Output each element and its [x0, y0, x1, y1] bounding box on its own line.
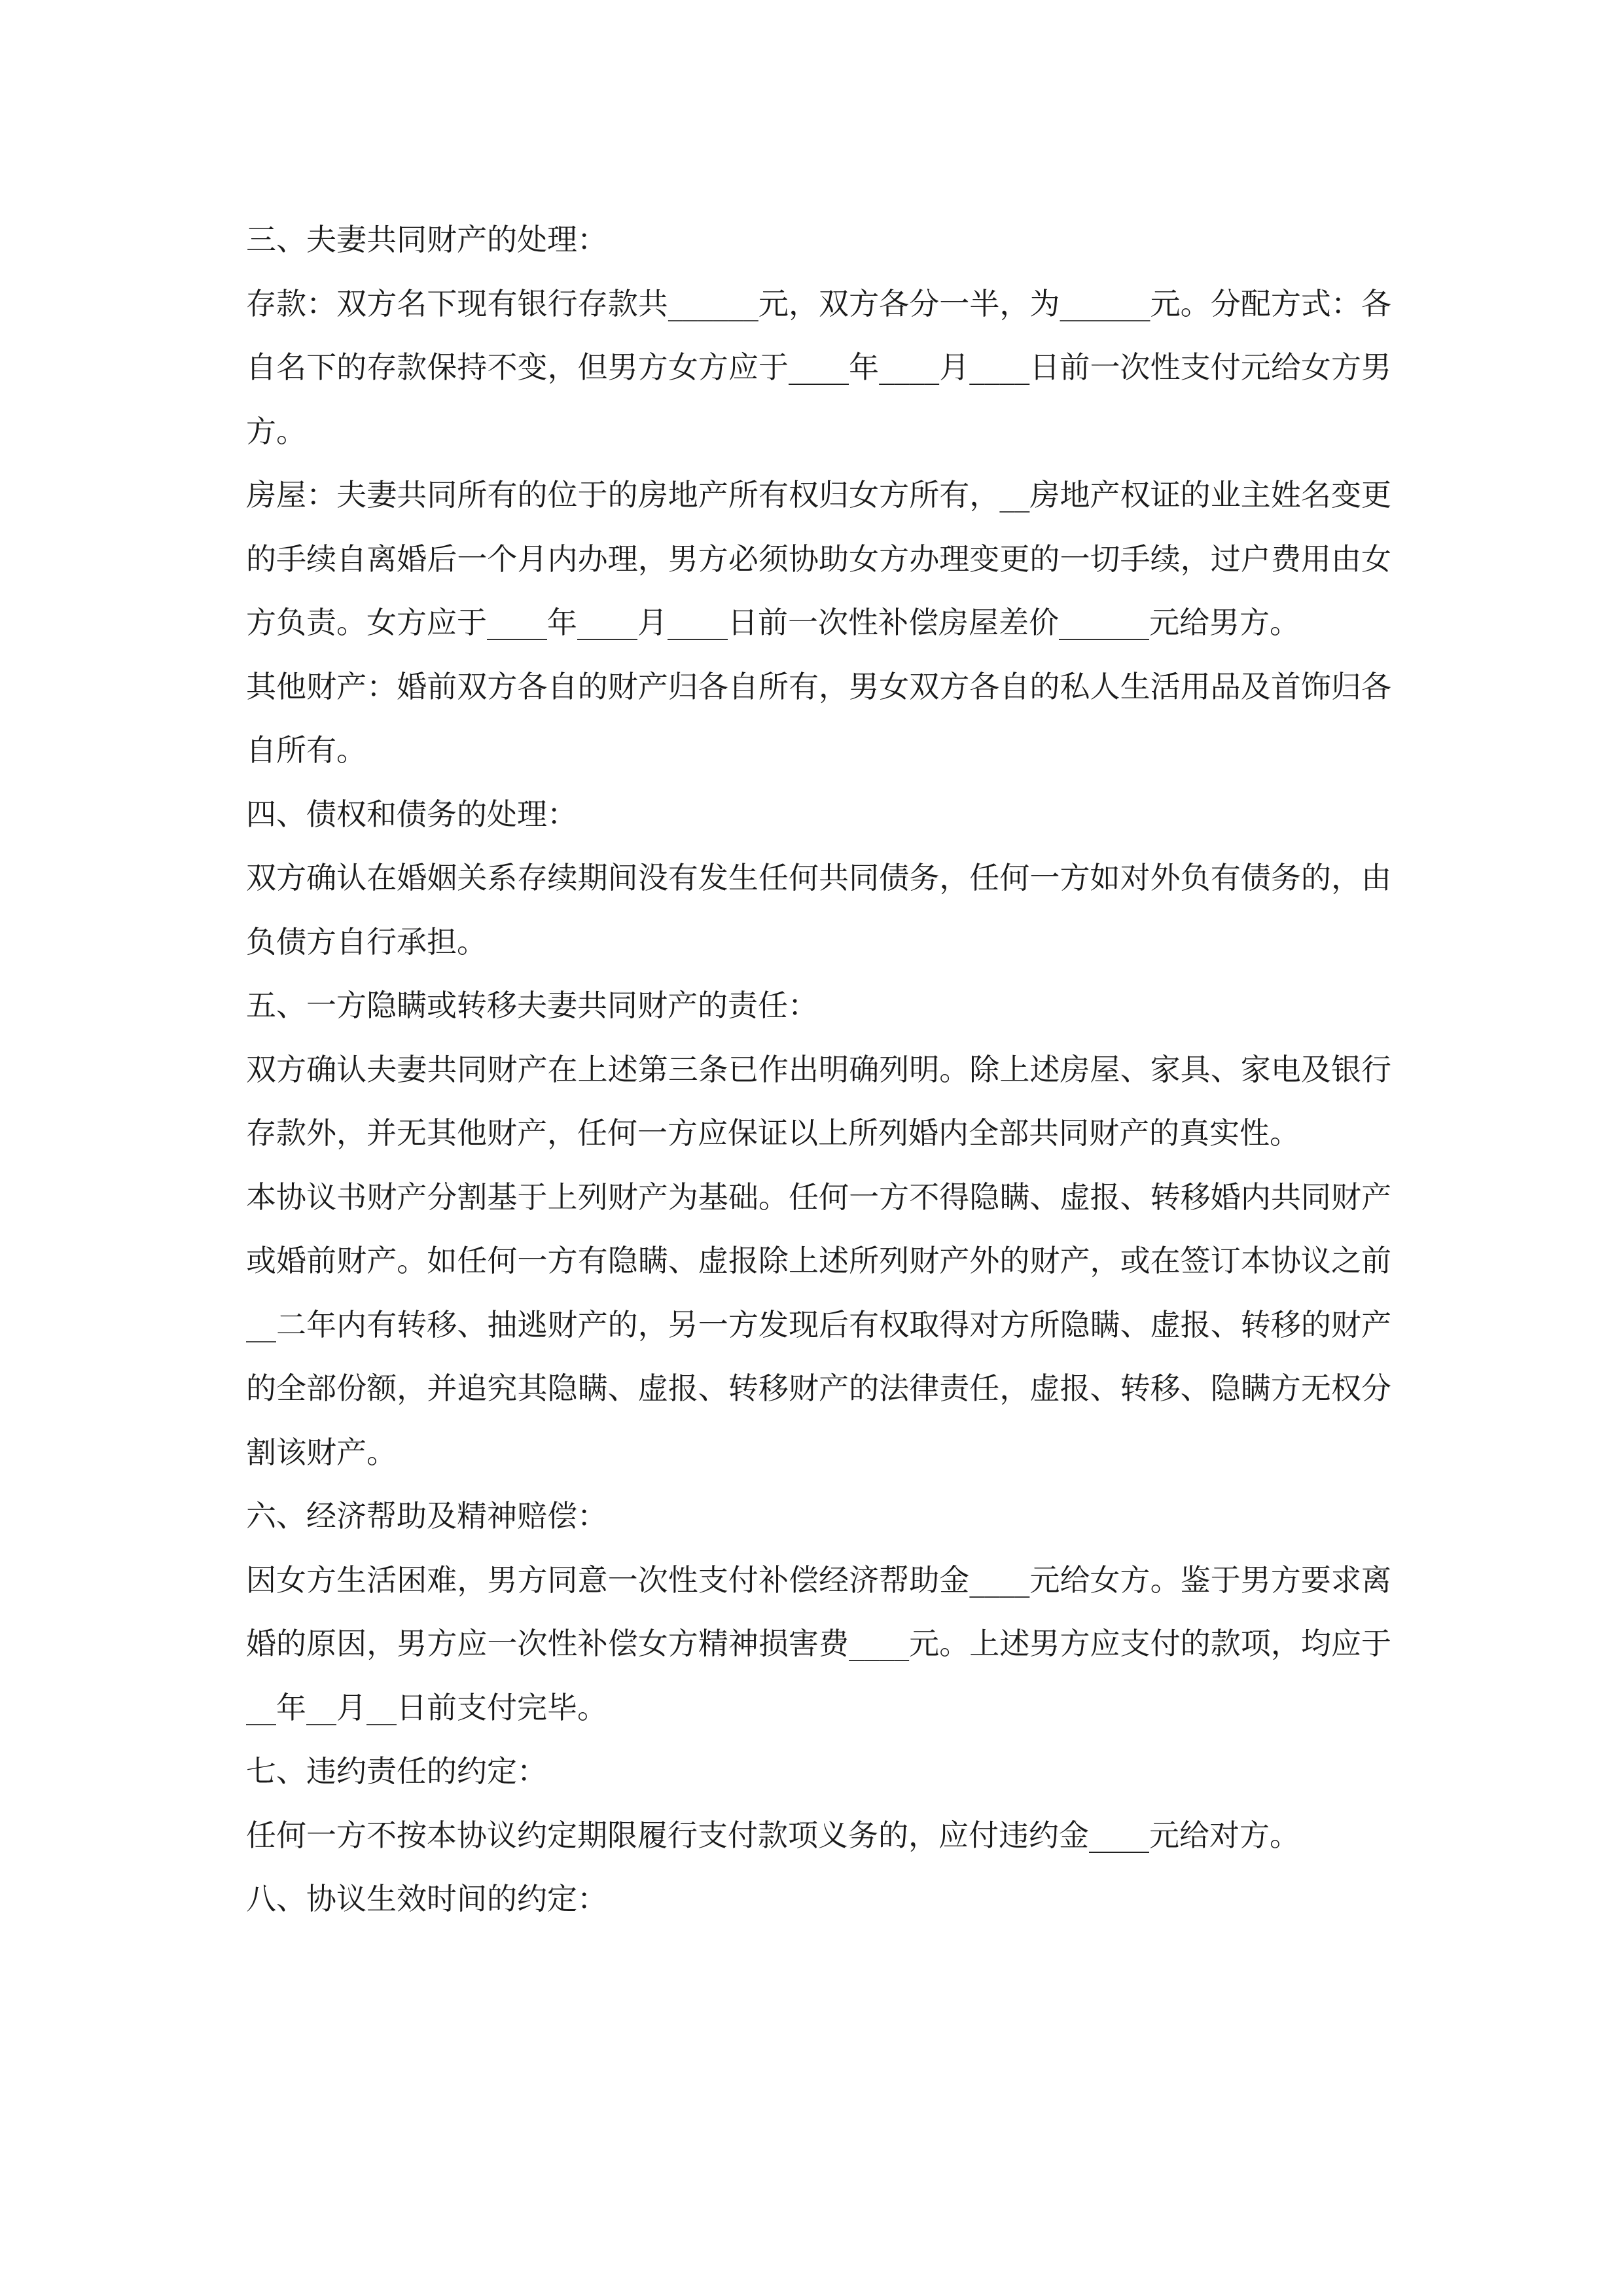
section-heading-property: 三、夫妻共同财产的处理：: [246, 222, 607, 257]
paragraph-deposits: 存款：双方名下现有银行存款共______元，双方各分一半，为______元。分配方式：各自名下的存款保持不变，但男方女方应于____年____月____日前一次性支付元给女方男方。: [246, 285, 1392, 449]
paragraph-breach: 任何一方不按本协议约定期限履行支付款项义务的，应付违约金____元给对方。: [246, 1817, 1300, 1853]
section-heading-debts: 四、债权和债务的处理：: [246, 796, 577, 832]
section-heading-compensation: 六、经济帮助及精神赔偿：: [246, 1498, 607, 1534]
paragraph-concealment-liability: 本协议书财产分割基于上列财产为基础。任何一方不得隐瞒、虚报、转移婚内共同财产或婚前财产。如任何一方有隐瞒、虚报除上述所列财产外的财产，或在签订本协议之前__二年内有转移、抽逃财产的，另一方发现后有权取得对方所隐瞒、虚报、转移的财产的全部份额，并追究其隐瞒、虚报、转移财产的法律责任，虚报、转移、隐瞒方无权分割该财产。: [246, 1179, 1391, 1470]
section-heading-breach: 七、违约责任的约定：: [246, 1753, 547, 1789]
paragraph-concealment-confirm: 双方确认夫妻共同财产在上述第三条已作出明确列明。除上述房屋、家具、家电及银行存款外，并无其他财产，任何一方应保证以上所列婚内全部共同财产的真实性。: [246, 1051, 1391, 1151]
section-heading-concealment: 五、一方隐瞒或转移夫妻共同财产的责任：: [246, 988, 818, 1023]
document-body: [246, 208, 1391, 1931]
section-heading-effective-date: 八、协议生效时间的约定：: [246, 1881, 607, 1916]
paragraph-other-property: 其他财产：婚前双方各自的财产归各自所有，男女双方各自的私人生活用品及首饰归各自所有。: [246, 668, 1391, 768]
paragraph-house: 房屋：夫妻共同所有的位于的房地产所有权归女方所有，__房地产权证的业主姓名变更的手续自离婚后一个月内办理，男方必须协助女方办理变更的一切手续，过户费用由女方负责。女方应于____年____月____日前一次性补偿房屋差价______元给男方。: [246, 477, 1391, 640]
paragraph-debts: 双方确认在婚姻关系存续期间没有发生任何共同债务，任何一方如对外负有债务的，由负债方自行承担。: [246, 860, 1391, 960]
paragraph-compensation: 因女方生活困难，男方同意一次性支付补偿经济帮助金____元给女方。鉴于男方要求离婚的原因，男方应一次性补偿女方精神损害费____元。上述男方应支付的款项，均应于__年__月__日前支付完毕。: [246, 1562, 1391, 1725]
